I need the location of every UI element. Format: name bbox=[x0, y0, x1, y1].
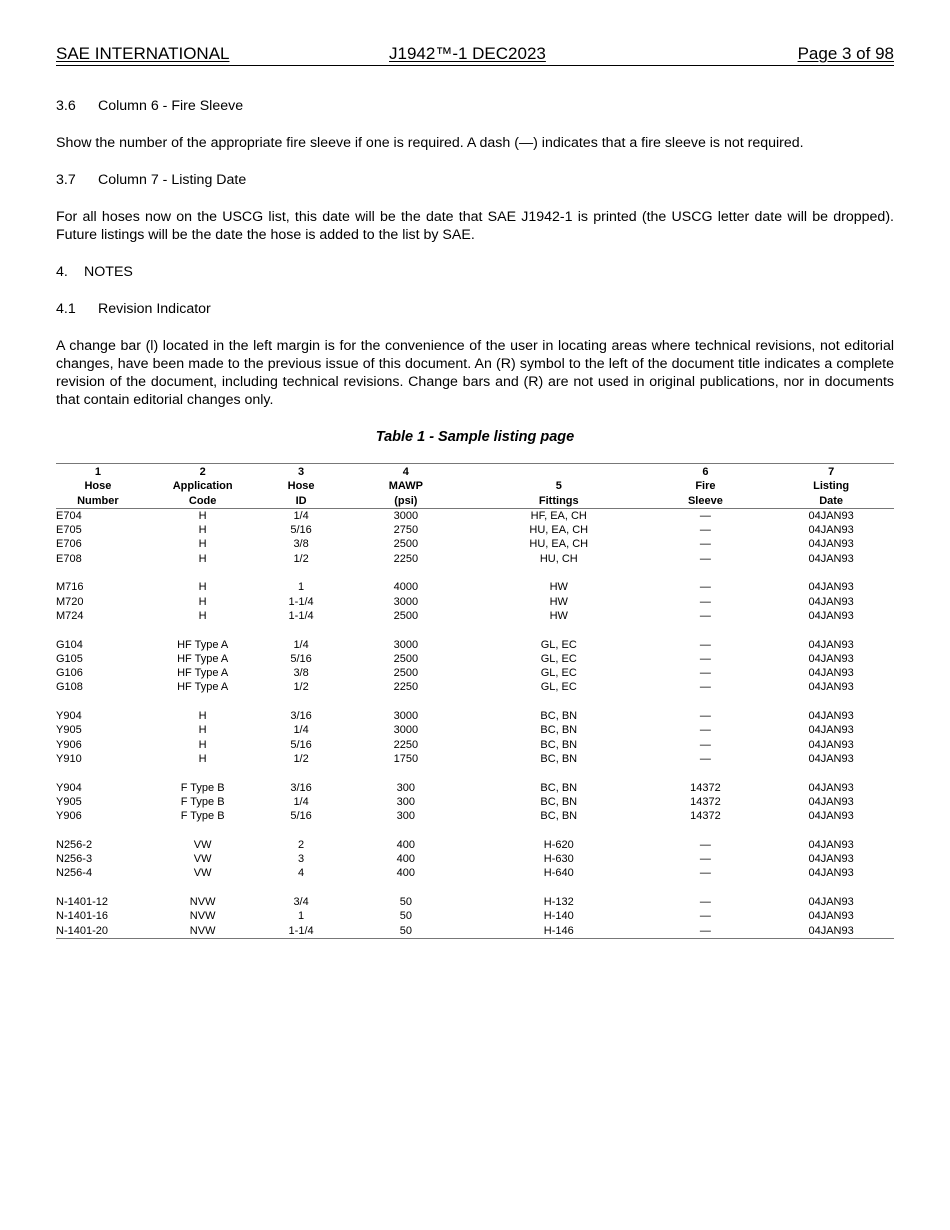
table-cell: 3/16 bbox=[290, 781, 312, 794]
table-cell: 1-1/4 bbox=[288, 924, 314, 937]
table-cell: F Type B bbox=[180, 795, 225, 808]
table-cell: 04JAN93 bbox=[808, 595, 854, 608]
table-cell: 14372 bbox=[690, 795, 721, 808]
table-cell: HF Type A bbox=[177, 638, 229, 651]
table-cell: HU, EA, CH bbox=[529, 524, 589, 537]
table-cell: 04JAN93 bbox=[808, 638, 854, 651]
table-row bbox=[56, 537, 894, 551]
table-cell: — bbox=[699, 838, 711, 851]
table-cell: 2500 bbox=[393, 652, 419, 665]
table-cell: 14372 bbox=[690, 781, 721, 794]
table-cell: 04JAN93 bbox=[808, 710, 854, 723]
table-cell: HW bbox=[549, 581, 568, 594]
table-row bbox=[56, 909, 894, 923]
table-cell: 1-1/4 bbox=[288, 609, 314, 622]
paragraph-3-6: Show the number of the appropriate fire sleeve if one is required. A dash (—) indicates that a fire sleeve is not required. bbox=[56, 135, 804, 151]
table-cell: 2250 bbox=[393, 738, 419, 751]
table-cell: H bbox=[198, 509, 207, 522]
table-cell: 04JAN93 bbox=[808, 810, 854, 823]
table-cell: 04JAN93 bbox=[808, 867, 854, 880]
table-cell: 2 bbox=[298, 838, 305, 851]
table-cell: 5/16 bbox=[290, 524, 312, 537]
table-cell: 50 bbox=[399, 895, 412, 908]
header-line: Hose bbox=[84, 480, 112, 493]
table-cell: 300 bbox=[396, 810, 416, 823]
table-cell: — bbox=[699, 710, 711, 723]
table-cell: GL, EC bbox=[540, 638, 577, 651]
table-row bbox=[56, 895, 894, 909]
table-cell: HU, CH bbox=[539, 552, 578, 565]
table-cell: — bbox=[699, 895, 711, 908]
table-cell: — bbox=[699, 581, 711, 594]
section-title: Column 6 - Fire Sleeve bbox=[98, 98, 244, 114]
table-cell: 04JAN93 bbox=[808, 538, 854, 551]
table-cell: H-620 bbox=[543, 838, 574, 851]
header-line: 3 bbox=[298, 466, 305, 478]
section-number: 4.1 bbox=[56, 301, 76, 317]
table-row bbox=[56, 652, 894, 666]
table-cell: 3/8 bbox=[293, 538, 309, 551]
table-cell: 04JAN93 bbox=[808, 795, 854, 808]
table-cell: BC, BN bbox=[540, 795, 578, 808]
table-cell: 3/8 bbox=[293, 667, 309, 680]
table-cell: 04JAN93 bbox=[808, 667, 854, 680]
table-cell: 1/4 bbox=[293, 724, 309, 737]
table-cell: Y904 bbox=[56, 781, 82, 794]
table-cell: H-132 bbox=[543, 895, 574, 908]
table-row bbox=[56, 752, 894, 766]
header-line: Sleeve bbox=[687, 494, 723, 507]
table-row bbox=[56, 523, 894, 537]
header-line: Application bbox=[172, 480, 233, 493]
table-row bbox=[56, 595, 894, 609]
table-cell: — bbox=[699, 609, 711, 622]
table-cell: Y905 bbox=[56, 724, 82, 737]
table-row bbox=[56, 838, 894, 852]
table-cell: 3000 bbox=[393, 724, 419, 737]
table-cell: E708 bbox=[56, 552, 82, 565]
table-cell: Y906 bbox=[56, 810, 82, 823]
table-cell: — bbox=[699, 724, 711, 737]
section-number: 3.6 bbox=[56, 98, 76, 114]
table-cell: — bbox=[699, 681, 711, 694]
table-cell: 3000 bbox=[393, 638, 419, 651]
table-cell: F Type B bbox=[180, 810, 225, 823]
table-cell: Y910 bbox=[56, 752, 82, 765]
header-line: Listing bbox=[813, 480, 850, 493]
table-row bbox=[56, 723, 894, 737]
table-cell: 04JAN93 bbox=[808, 581, 854, 594]
table-cell: H-630 bbox=[543, 853, 574, 866]
table-cell: 1/4 bbox=[293, 795, 309, 808]
section-title: Column 7 - Listing Date bbox=[98, 172, 247, 188]
table-cell: Y906 bbox=[56, 738, 82, 751]
page-header bbox=[56, 44, 894, 66]
table-cell: M716 bbox=[56, 581, 84, 594]
table-row bbox=[56, 638, 894, 652]
sample-listing-table bbox=[56, 463, 894, 939]
table-cell: H bbox=[198, 710, 207, 723]
table-cell: Y904 bbox=[56, 710, 82, 723]
table-cell: H-146 bbox=[543, 924, 574, 937]
section-heading-4-1 bbox=[56, 300, 894, 318]
header-line: Date bbox=[819, 494, 844, 507]
table-cell: G108 bbox=[56, 681, 83, 694]
table-cell: M720 bbox=[56, 595, 84, 608]
table-row bbox=[56, 852, 894, 866]
table-cell: 1750 bbox=[393, 752, 419, 765]
table-cell: GL, EC bbox=[540, 681, 577, 694]
table-caption: Table 1 - Sample listing page bbox=[375, 429, 575, 445]
table-cell: H bbox=[198, 524, 207, 537]
table-cell: 14372 bbox=[690, 810, 721, 823]
table-cell: 2250 bbox=[393, 681, 419, 694]
header-line: 4 bbox=[402, 466, 409, 478]
table-cell: VW bbox=[193, 838, 212, 851]
table-cell: — bbox=[699, 924, 711, 937]
table-row bbox=[56, 924, 894, 939]
table-cell: N256-4 bbox=[56, 867, 93, 880]
table-cell: Y905 bbox=[56, 795, 82, 808]
table-cell: 04JAN93 bbox=[808, 853, 854, 866]
table-cell: — bbox=[699, 538, 711, 551]
header-line: 5 bbox=[555, 480, 562, 493]
table-cell: HF, EA, CH bbox=[530, 509, 587, 522]
section-title: Revision Indicator bbox=[98, 301, 211, 317]
table-cell: 04JAN93 bbox=[808, 681, 854, 694]
table-cell: 300 bbox=[396, 795, 416, 808]
table-cell: — bbox=[699, 738, 711, 751]
table-cell: G105 bbox=[56, 652, 83, 665]
table-cell: G104 bbox=[56, 638, 83, 651]
table-cell: E706 bbox=[56, 538, 82, 551]
table-cell: HF Type A bbox=[177, 681, 229, 694]
table-cell: 04JAN93 bbox=[808, 652, 854, 665]
table-cell: 04JAN93 bbox=[808, 552, 854, 565]
table-row bbox=[56, 809, 894, 823]
table-row bbox=[56, 709, 894, 723]
section-number: 3.7 bbox=[56, 172, 76, 188]
section-title: NOTES bbox=[84, 264, 133, 280]
table-cell: 04JAN93 bbox=[808, 910, 854, 923]
header-line: 1 bbox=[94, 466, 101, 478]
table-cell: HF Type A bbox=[177, 667, 229, 680]
header-line: 2 bbox=[199, 466, 206, 478]
table-cell: VW bbox=[193, 853, 212, 866]
table-cell: HU, EA, CH bbox=[529, 538, 589, 551]
table-cell: H bbox=[198, 538, 207, 551]
column-header bbox=[337, 464, 475, 509]
table-cell: — bbox=[699, 524, 711, 537]
table-cell: E704 bbox=[56, 509, 82, 522]
table-row bbox=[56, 609, 894, 623]
paragraph-3-7: For all hoses now on the USCG list, this date will be the date that SAE J1942-1 is printed (the USCG letter date will be dropped). Future listings will be the date the hose is added to the list by SAE. bbox=[56, 209, 894, 243]
table-row bbox=[56, 508, 894, 523]
table-cell: H-640 bbox=[543, 867, 574, 880]
group-spacer bbox=[56, 823, 894, 837]
table-cell: H bbox=[198, 752, 207, 765]
section-number: 4. bbox=[56, 264, 68, 280]
table-cell: 1 bbox=[298, 581, 305, 594]
table-row bbox=[56, 580, 894, 594]
table-cell: 04JAN93 bbox=[808, 524, 854, 537]
group-spacer bbox=[56, 695, 894, 709]
table-cell: H bbox=[198, 609, 207, 622]
table-cell: HF Type A bbox=[177, 652, 229, 665]
group-spacer bbox=[56, 566, 894, 580]
table-cell: 04JAN93 bbox=[808, 924, 854, 937]
table-cell: 04JAN93 bbox=[808, 738, 854, 751]
table-cell: 1/4 bbox=[293, 638, 309, 651]
table-cell: 3 bbox=[298, 853, 305, 866]
table-cell: NVW bbox=[189, 924, 216, 937]
header-line: (psi) bbox=[394, 494, 418, 507]
group-spacer bbox=[56, 881, 894, 895]
document-body bbox=[56, 97, 894, 939]
header-line: Code bbox=[188, 494, 217, 507]
table-cell: — bbox=[699, 667, 711, 680]
table-cell: H bbox=[198, 595, 207, 608]
table-cell: N-1401-16 bbox=[56, 910, 108, 923]
section-heading-3-6 bbox=[56, 97, 894, 115]
table-cell: GL, EC bbox=[540, 667, 577, 680]
table-cell: — bbox=[699, 867, 711, 880]
header-line: ID bbox=[295, 494, 307, 507]
table-cell: N256-3 bbox=[56, 853, 93, 866]
header-line: Fire bbox=[695, 480, 716, 493]
table-cell: 400 bbox=[396, 867, 416, 880]
table-cell: — bbox=[699, 638, 711, 651]
table-cell: BC, BN bbox=[540, 781, 578, 794]
table-row bbox=[56, 680, 894, 694]
table-cell: 50 bbox=[399, 924, 412, 937]
column-header bbox=[643, 464, 769, 509]
table-cell: H bbox=[198, 724, 207, 737]
column-header bbox=[265, 464, 336, 509]
table-cell: 400 bbox=[396, 838, 416, 851]
table-cell: GL, EC bbox=[540, 652, 577, 665]
table-cell: 04JAN93 bbox=[808, 724, 854, 737]
header-line: MAWP bbox=[388, 480, 423, 493]
table-cell: HW bbox=[549, 609, 568, 622]
table-cell: M724 bbox=[56, 609, 84, 622]
table-cell: 400 bbox=[396, 853, 416, 866]
header-page-number: Page 3 of 98 bbox=[797, 44, 894, 63]
table-cell: — bbox=[699, 509, 711, 522]
table-row bbox=[56, 738, 894, 752]
table-cell: 1-1/4 bbox=[288, 595, 314, 608]
table-cell: 2500 bbox=[393, 538, 419, 551]
table-cell: 04JAN93 bbox=[808, 509, 854, 522]
table-cell: 1 bbox=[298, 910, 305, 923]
table-cell: 300 bbox=[396, 781, 416, 794]
table-cell: 04JAN93 bbox=[808, 752, 854, 765]
table-cell: BC, BN bbox=[540, 738, 578, 751]
table-cell: F Type B bbox=[180, 781, 225, 794]
table-cell: 04JAN93 bbox=[808, 895, 854, 908]
table-cell: — bbox=[699, 752, 711, 765]
table-cell: N-1401-12 bbox=[56, 895, 108, 908]
header-line: Number bbox=[77, 494, 119, 507]
column-header bbox=[56, 464, 140, 509]
table-row bbox=[56, 552, 894, 566]
table-cell: 2250 bbox=[393, 552, 419, 565]
group-spacer bbox=[56, 766, 894, 780]
table-cell: 1/2 bbox=[293, 681, 309, 694]
table-cell: H-140 bbox=[543, 910, 574, 923]
table-cell: 04JAN93 bbox=[808, 838, 854, 851]
table-cell: H bbox=[198, 552, 207, 565]
table-cell: — bbox=[699, 910, 711, 923]
table-cell: 5/16 bbox=[290, 738, 312, 751]
table-row bbox=[56, 781, 894, 795]
table-cell: 3000 bbox=[393, 509, 419, 522]
table-cell: NVW bbox=[189, 910, 216, 923]
paragraph-4-1: A change bar (l) located in the left margin is for the convenience of the user in locating areas where technical revisions, not editorial changes, have been made to the previous issue of this document. An (R) symbol to the left of the document title indicates a complete revision of the document, including technical revisions. Change bars and (R) are not used in original publications, nor in documents that contain editorial changes only. bbox=[56, 338, 894, 408]
table-cell: 3/16 bbox=[290, 710, 312, 723]
section-heading-3-7 bbox=[56, 171, 894, 189]
table-cell: N-1401-20 bbox=[56, 924, 108, 937]
table-cell: 3/4 bbox=[293, 895, 309, 908]
header-line: 6 bbox=[702, 466, 709, 478]
table-cell: 2750 bbox=[393, 524, 419, 537]
table-cell: BC, BN bbox=[540, 810, 578, 823]
header-line: 7 bbox=[828, 466, 835, 478]
table-cell: 5/16 bbox=[290, 810, 312, 823]
table-cell: 04JAN93 bbox=[808, 609, 854, 622]
table-cell: — bbox=[699, 552, 711, 565]
table-cell: G106 bbox=[56, 667, 83, 680]
table-cell: BC, BN bbox=[540, 710, 578, 723]
table-cell: 4 bbox=[298, 867, 305, 880]
table-cell: HW bbox=[549, 595, 568, 608]
header-line: Hose bbox=[287, 480, 315, 493]
table-cell: — bbox=[699, 595, 711, 608]
column-header bbox=[140, 464, 266, 509]
table-cell: 3000 bbox=[393, 710, 419, 723]
table-cell: 5/16 bbox=[290, 652, 312, 665]
table-cell: — bbox=[699, 853, 711, 866]
column-header bbox=[475, 464, 643, 509]
table-body bbox=[56, 508, 894, 938]
table-header-row bbox=[56, 464, 894, 509]
table-cell: H bbox=[198, 581, 207, 594]
table-cell: 3000 bbox=[393, 595, 419, 608]
header-doc-id: J1942™-1 DEC2023 bbox=[389, 44, 546, 63]
table-row bbox=[56, 666, 894, 680]
table-cell: 1/2 bbox=[293, 552, 309, 565]
table-row bbox=[56, 866, 894, 880]
table-cell: VW bbox=[193, 867, 212, 880]
table-cell: BC, BN bbox=[540, 752, 578, 765]
table-cell: H bbox=[198, 738, 207, 751]
table-cell: 1/2 bbox=[293, 752, 309, 765]
table-cell: E705 bbox=[56, 524, 82, 537]
group-spacer bbox=[56, 623, 894, 637]
table-cell: 2500 bbox=[393, 609, 419, 622]
table-cell: NVW bbox=[189, 895, 216, 908]
header-line: Fittings bbox=[538, 494, 579, 507]
table-cell: 1/4 bbox=[293, 509, 309, 522]
table-cell: BC, BN bbox=[540, 724, 578, 737]
header-publisher: SAE INTERNATIONAL bbox=[56, 44, 230, 63]
section-heading-4 bbox=[56, 263, 894, 281]
column-header bbox=[768, 464, 894, 509]
table-cell: 4000 bbox=[393, 581, 419, 594]
table-cell: 04JAN93 bbox=[808, 781, 854, 794]
table-cell: 50 bbox=[399, 910, 412, 923]
table-row bbox=[56, 795, 894, 809]
table-cell: — bbox=[699, 652, 711, 665]
table-cell: 2500 bbox=[393, 667, 419, 680]
table-cell: N256-2 bbox=[56, 838, 93, 851]
